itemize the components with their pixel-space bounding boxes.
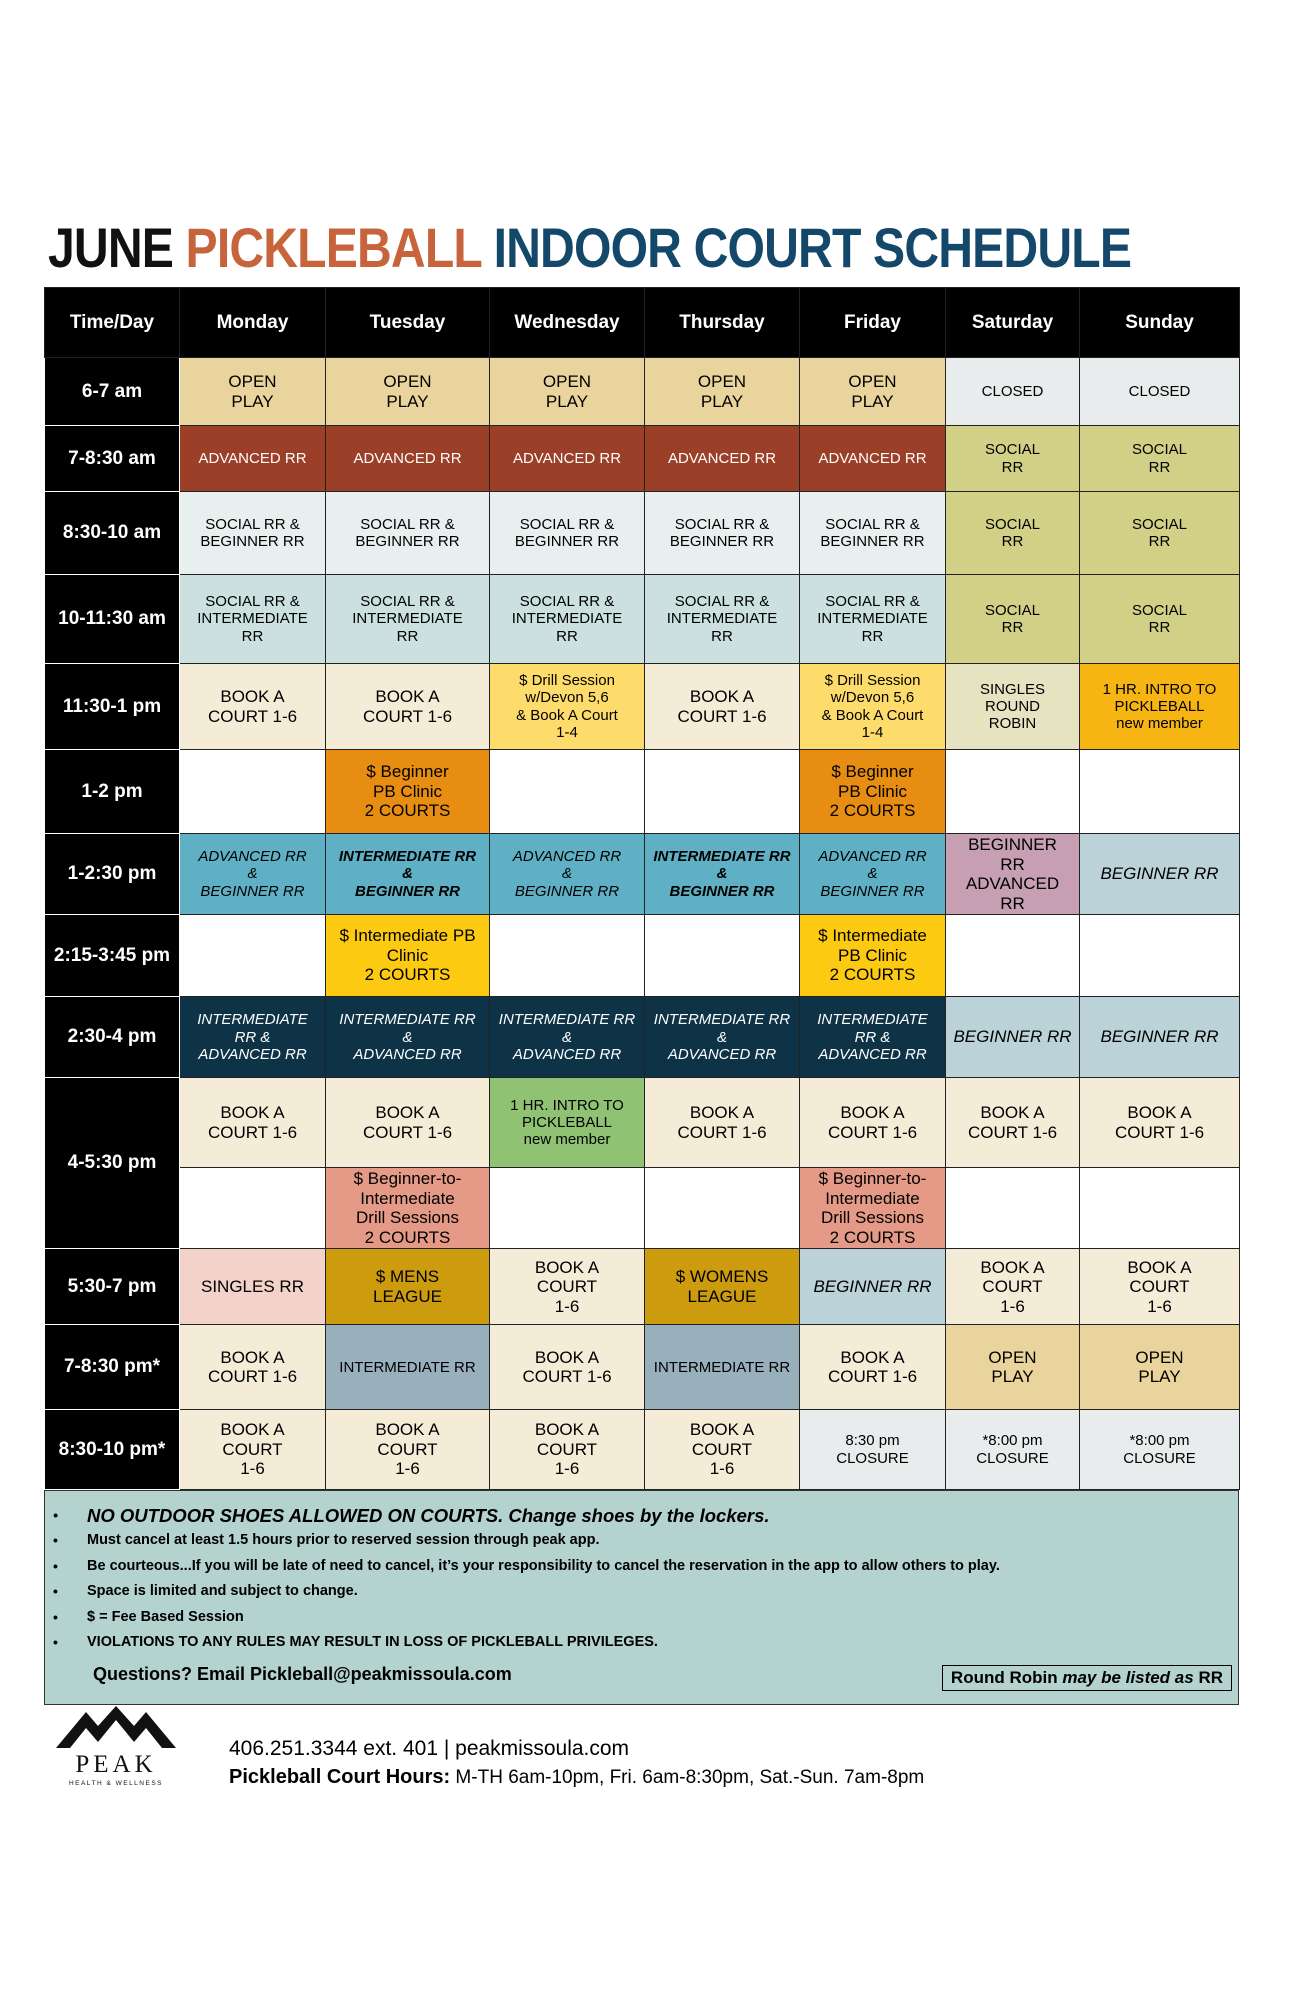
schedule-row	[45, 750, 1240, 834]
session-cell: OPEN PLAY	[326, 358, 490, 426]
session-cell: BOOK A COURT 1-6	[1080, 1078, 1240, 1168]
session-cell: SOCIAL RR & BEGINNER RR	[800, 492, 946, 575]
session-cell: SOCIAL RR & BEGINNER RR	[645, 492, 800, 575]
empty-cell	[1080, 1168, 1240, 1249]
time-slot: 11:30-1 pm	[45, 664, 180, 750]
session-cell: SOCIAL RR	[946, 575, 1080, 664]
session-cell: SOCIAL RR	[1080, 426, 1240, 492]
session-cell: BEGINNER RR	[946, 997, 1080, 1078]
empty-cell	[490, 1168, 645, 1249]
empty-cell	[180, 750, 326, 834]
empty-cell	[645, 750, 800, 834]
schedule-table	[44, 287, 1240, 1490]
session-cell: SOCIAL RR & BEGINNER RR	[180, 492, 326, 575]
session-cell: ADVANCED RR	[800, 426, 946, 492]
session-cell: BOOK A COURT 1-6	[180, 1078, 326, 1168]
header-wednesday: Wednesday	[490, 288, 645, 358]
empty-cell	[490, 750, 645, 834]
time-slot: 4-5:30 pm	[45, 1078, 180, 1249]
time-slot: 7-8:30 am	[45, 426, 180, 492]
empty-cell	[1080, 750, 1240, 834]
session-cell: OPEN PLAY	[1080, 1325, 1240, 1410]
schedule-row	[45, 834, 1240, 915]
time-slot: 6-7 am	[45, 358, 180, 426]
schedule-row	[45, 426, 1240, 492]
session-cell: ADVANCED RR	[326, 426, 490, 492]
mountain-icon	[56, 1706, 176, 1748]
session-cell: $ Beginner-to- Intermediate Drill Sessions 2 COURTS	[326, 1168, 490, 1249]
schedule-row	[45, 1325, 1240, 1410]
header-sunday: Sunday	[1080, 288, 1240, 358]
empty-cell	[946, 750, 1080, 834]
time-slot: 2:15-3:45 pm	[45, 915, 180, 997]
schedule-row	[45, 358, 1240, 426]
session-cell: $ MENS LEAGUE	[326, 1249, 490, 1325]
session-cell: BOOK A COURT 1-6	[326, 1410, 490, 1490]
session-cell: BOOK A COURT 1-6	[490, 1249, 645, 1325]
header-tuesday: Tuesday	[326, 288, 490, 358]
time-slot: 8:30-10 pm*	[45, 1410, 180, 1490]
session-cell: $ Beginner-to- Intermediate Drill Sessions 2 COURTS	[800, 1168, 946, 1249]
session-cell: OPEN PLAY	[180, 358, 326, 426]
session-cell: BEGINNER RR	[1080, 997, 1240, 1078]
session-cell: $ Intermediate PB Clinic 2 COURTS	[326, 915, 490, 997]
empty-cell	[180, 915, 326, 997]
title-pickleball: PICKLEBALL	[185, 216, 482, 279]
session-cell: $ Drill Session w/Devon 5,6 & Book A Court 1-4	[490, 664, 645, 750]
session-cell: INTERMEDIATE RR	[326, 1325, 490, 1410]
session-cell: ADVANCED RR & BEGINNER RR	[800, 834, 946, 915]
time-slot: 7-8:30 pm*	[45, 1325, 180, 1410]
page-title	[48, 215, 1131, 280]
time-slot: 2:30-4 pm	[45, 997, 180, 1078]
title-month: JUNE	[48, 216, 174, 279]
session-cell: SOCIAL RR & BEGINNER RR	[326, 492, 490, 575]
session-cell: $ Beginner PB Clinic 2 COURTS	[800, 750, 946, 834]
round-robin-note	[942, 1665, 1232, 1691]
rule-item: • Must cancel at least 1.5 hours prior to reserved session through peak app.	[87, 1528, 1238, 1553]
session-cell: SOCIAL RR	[1080, 492, 1240, 575]
header-friday: Friday	[800, 288, 946, 358]
schedule-row	[45, 1168, 1240, 1249]
session-cell: ADVANCED RR	[490, 426, 645, 492]
session-cell: SINGLES RR	[180, 1249, 326, 1325]
session-cell: 8:30 pm CLOSURE	[800, 1410, 946, 1490]
court-hours-text: M-TH 6am-10pm, Fri. 6am-8:30pm, Sat.-Sun. 7am-8pm	[450, 1767, 925, 1788]
session-cell: $ WOMENS LEAGUE	[645, 1249, 800, 1325]
session-cell: SOCIAL RR & INTERMEDIATE RR	[800, 575, 946, 664]
title-rest: INDOOR COURT SCHEDULE	[493, 216, 1132, 279]
session-cell: CLOSED	[946, 358, 1080, 426]
session-cell: $ Intermediate PB Clinic 2 COURTS	[800, 915, 946, 997]
header-saturday: Saturday	[946, 288, 1080, 358]
session-cell: BOOK A COURT 1-6	[645, 1078, 800, 1168]
header-thursday: Thursday	[645, 288, 800, 358]
session-cell: INTERMEDIATE RR & BEGINNER RR	[645, 834, 800, 915]
time-slot: 1-2:30 pm	[45, 834, 180, 915]
questions-email: Questions? Email Pickleball@peakmissoula.com	[93, 1664, 512, 1684]
time-slot: 5:30-7 pm	[45, 1249, 180, 1325]
session-cell: BOOK A COURT 1-6	[800, 1325, 946, 1410]
session-cell: ADVANCED RR & BEGINNER RR	[180, 834, 326, 915]
schedule-row	[45, 1249, 1240, 1325]
schedule-row	[45, 915, 1240, 997]
empty-cell	[180, 1168, 326, 1249]
schedule-row	[45, 997, 1240, 1078]
empty-cell	[645, 1168, 800, 1249]
session-cell: OPEN PLAY	[645, 358, 800, 426]
session-cell: OPEN PLAY	[490, 358, 645, 426]
schedule-row	[45, 575, 1240, 664]
session-cell: BOOK A COURT 1-6	[946, 1249, 1080, 1325]
session-cell: OPEN PLAY	[800, 358, 946, 426]
session-cell: $ Beginner PB Clinic 2 COURTS	[326, 750, 490, 834]
session-cell: BOOK A COURT 1-6	[180, 1325, 326, 1410]
session-cell: OPEN PLAY	[946, 1325, 1080, 1410]
session-cell: SINGLES ROUND ROBIN	[946, 664, 1080, 750]
session-cell: SOCIAL RR & INTERMEDIATE RR	[180, 575, 326, 664]
session-cell: SOCIAL RR & INTERMEDIATE RR	[490, 575, 645, 664]
session-cell: *8:00 pm CLOSURE	[946, 1410, 1080, 1490]
schedule-row	[45, 492, 1240, 575]
schedule-row	[45, 1078, 1240, 1168]
schedule-row	[45, 1410, 1240, 1490]
logo-name: PEAK	[75, 1751, 157, 1778]
court-hours-label: Pickleball Court Hours:	[229, 1766, 451, 1788]
session-cell: SOCIAL RR & BEGINNER RR	[490, 492, 645, 575]
session-cell: INTERMEDIATE RR & ADVANCED RR	[180, 997, 326, 1078]
rule-item: • $ = Fee Based Session	[87, 1605, 1238, 1630]
rule-item: • VIOLATIONS TO ANY RULES MAY RESULT IN LOSS OF PICKLEBALL PRIVILEGES.	[87, 1630, 1238, 1655]
rr-note-c: RR	[1198, 1668, 1223, 1687]
time-slot: 1-2 pm	[45, 750, 180, 834]
session-cell: BOOK A COURT 1-6	[1080, 1249, 1240, 1325]
session-cell: BOOK A COURT 1-6	[180, 1410, 326, 1490]
session-cell: ADVANCED RR & BEGINNER RR	[490, 834, 645, 915]
rule-item: • NO OUTDOOR SHOES ALLOWED ON COURTS. Change shoes by the lockers.	[87, 1503, 1238, 1528]
session-cell: 1 HR. INTRO TO PICKLEBALL new member	[490, 1078, 645, 1168]
session-cell: *8:00 pm CLOSURE	[1080, 1410, 1240, 1490]
rule-item: • Space is limited and subject to change.	[87, 1579, 1238, 1604]
session-cell: INTERMEDIATE RR & ADVANCED RR	[645, 997, 800, 1078]
session-cell: BEGINNER RR ADVANCED RR	[946, 834, 1080, 915]
session-cell: SOCIAL RR & INTERMEDIATE RR	[326, 575, 490, 664]
rules-panel	[44, 1490, 1239, 1705]
session-cell: SOCIAL RR	[1080, 575, 1240, 664]
rules-list	[45, 1503, 1238, 1655]
contact-info: 406.251.3344 ext. 401 | peakmissoula.com	[229, 1737, 630, 1760]
schedule-row	[45, 664, 1240, 750]
session-cell: BEGINNER RR	[800, 1249, 946, 1325]
session-cell: BOOK A COURT 1-6	[946, 1078, 1080, 1168]
empty-cell	[490, 915, 645, 997]
header-monday: Monday	[180, 288, 326, 358]
session-cell: BOOK A COURT 1-6	[645, 1410, 800, 1490]
session-cell: BOOK A COURT 1-6	[490, 1410, 645, 1490]
empty-cell	[1080, 915, 1240, 997]
peak-logo	[46, 1706, 186, 1788]
session-cell: INTERMEDIATE RR & ADVANCED RR	[800, 997, 946, 1078]
court-hours	[229, 1766, 924, 1789]
session-cell: INTERMEDIATE RR & ADVANCED RR	[490, 997, 645, 1078]
session-cell: SOCIAL RR	[946, 426, 1080, 492]
session-cell: ADVANCED RR	[645, 426, 800, 492]
session-cell: $ Drill Session w/Devon 5,6 & Book A Court 1-4	[800, 664, 946, 750]
rr-note-a: Round Robin	[950, 1668, 1058, 1687]
session-cell: INTERMEDIATE RR	[645, 1325, 800, 1410]
header-row	[45, 288, 1240, 358]
session-cell: BOOK A COURT 1-6	[326, 664, 490, 750]
session-cell: ADVANCED RR	[180, 426, 326, 492]
session-cell: BOOK A COURT 1-6	[800, 1078, 946, 1168]
session-cell: BEGINNER RR	[1080, 834, 1240, 915]
time-slot: 10-11:30 am	[45, 575, 180, 664]
session-cell: BOOK A COURT 1-6	[180, 664, 326, 750]
session-cell: BOOK A COURT 1-6	[645, 664, 800, 750]
empty-cell	[946, 1168, 1080, 1249]
time-slot: 8:30-10 am	[45, 492, 180, 575]
empty-cell	[946, 915, 1080, 997]
session-cell: INTERMEDIATE RR & BEGINNER RR	[326, 834, 490, 915]
rr-note-b: may be listed as	[1062, 1668, 1194, 1687]
session-cell: CLOSED	[1080, 358, 1240, 426]
session-cell: SOCIAL RR & INTERMEDIATE RR	[645, 575, 800, 664]
session-cell: INTERMEDIATE RR & ADVANCED RR	[326, 997, 490, 1078]
session-cell: 1 HR. INTRO TO PICKLEBALL new member	[1080, 664, 1240, 750]
header-time-day: Time/Day	[45, 288, 180, 358]
session-cell: BOOK A COURT 1-6	[326, 1078, 490, 1168]
session-cell: SOCIAL RR	[946, 492, 1080, 575]
logo-tagline: HEALTH & WELLNESS	[68, 1780, 164, 1787]
session-cell: BOOK A COURT 1-6	[490, 1325, 645, 1410]
empty-cell	[645, 915, 800, 997]
rule-item: • Be courteous...If you will be late of need to cancel, it’s your responsibility to cancel the reservation in the app to allow others to play.	[87, 1554, 1238, 1579]
